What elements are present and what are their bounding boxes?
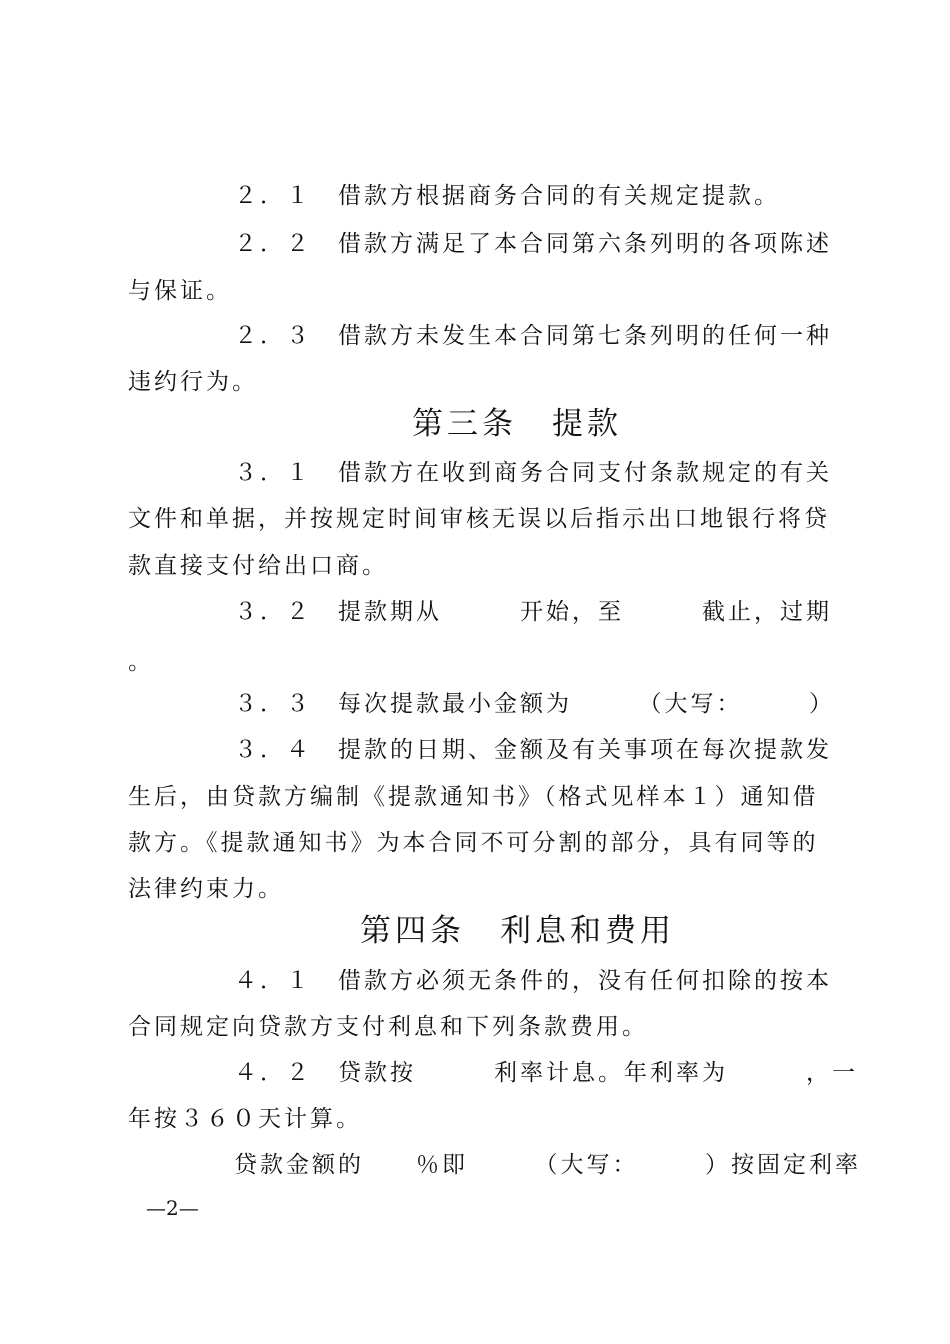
clause-4-1-cont: 合同规定向贷款方支付利息和下列条款费用。 [128,1014,648,1040]
clause-2-2-cont: 与保证。 [128,278,232,304]
clause-3-4-cont-3: 法律约束力。 [128,876,284,902]
clause-3-1-cont-2: 款直接支付给出口商。 [128,553,388,579]
clause-4-2-sub: 贷款金额的 ％即 （大写： ）按固定利率 [234,1152,861,1178]
clause-3-3: ３．３ 每次提款最小金额为 （大写： ） [234,691,835,717]
clause-2-1: ２．１ 借款方根据商务合同的有关规定提款。 [234,183,780,209]
clause-3-1-cont-1: 文件和单据，并按规定时间审核无误以后指示出口地银行将贷 [128,506,830,532]
clause-3-4-cont-2: 款方。《提款通知书》为本合同不可分割的部分，具有同等的 [128,830,819,856]
clause-2-3: ２．３ 借款方未发生本合同第七条列明的任何一种 [234,323,832,349]
clause-3-1: ３．１ 借款方在收到商务合同支付条款规定的有关 [234,460,832,486]
page-number: —2— [146,1196,199,1220]
clause-3-4-cont-1: 生后，由贷款方编制《提款通知书》（格式见样本１）通知借 [128,784,819,810]
clause-3-4: ３．４ 提款的日期、金额及有关事项在每次提款发 [234,737,832,763]
clause-4-1: ４．１ 借款方必须无条件的，没有任何扣除的按本 [234,968,832,994]
clause-2-3-cont: 违约行为。 [128,369,258,395]
clause-4-2: ４．２ 贷款按 利率计息。年利率为 ，一 [234,1060,858,1086]
clause-3-2: ３．２ 提款期从 开始，至 截止，过期 [234,599,832,625]
clause-2-2: ２．２ 借款方满足了本合同第六条列明的各项陈述 [234,231,832,257]
clause-3-2-cont: 。 [128,649,154,675]
article-4-heading: 第四条 利息和费用 [360,913,675,949]
clause-4-2-cont: 年按３６０天计算。 [128,1106,362,1132]
article-3-heading: 第三条 提款 [412,406,622,442]
